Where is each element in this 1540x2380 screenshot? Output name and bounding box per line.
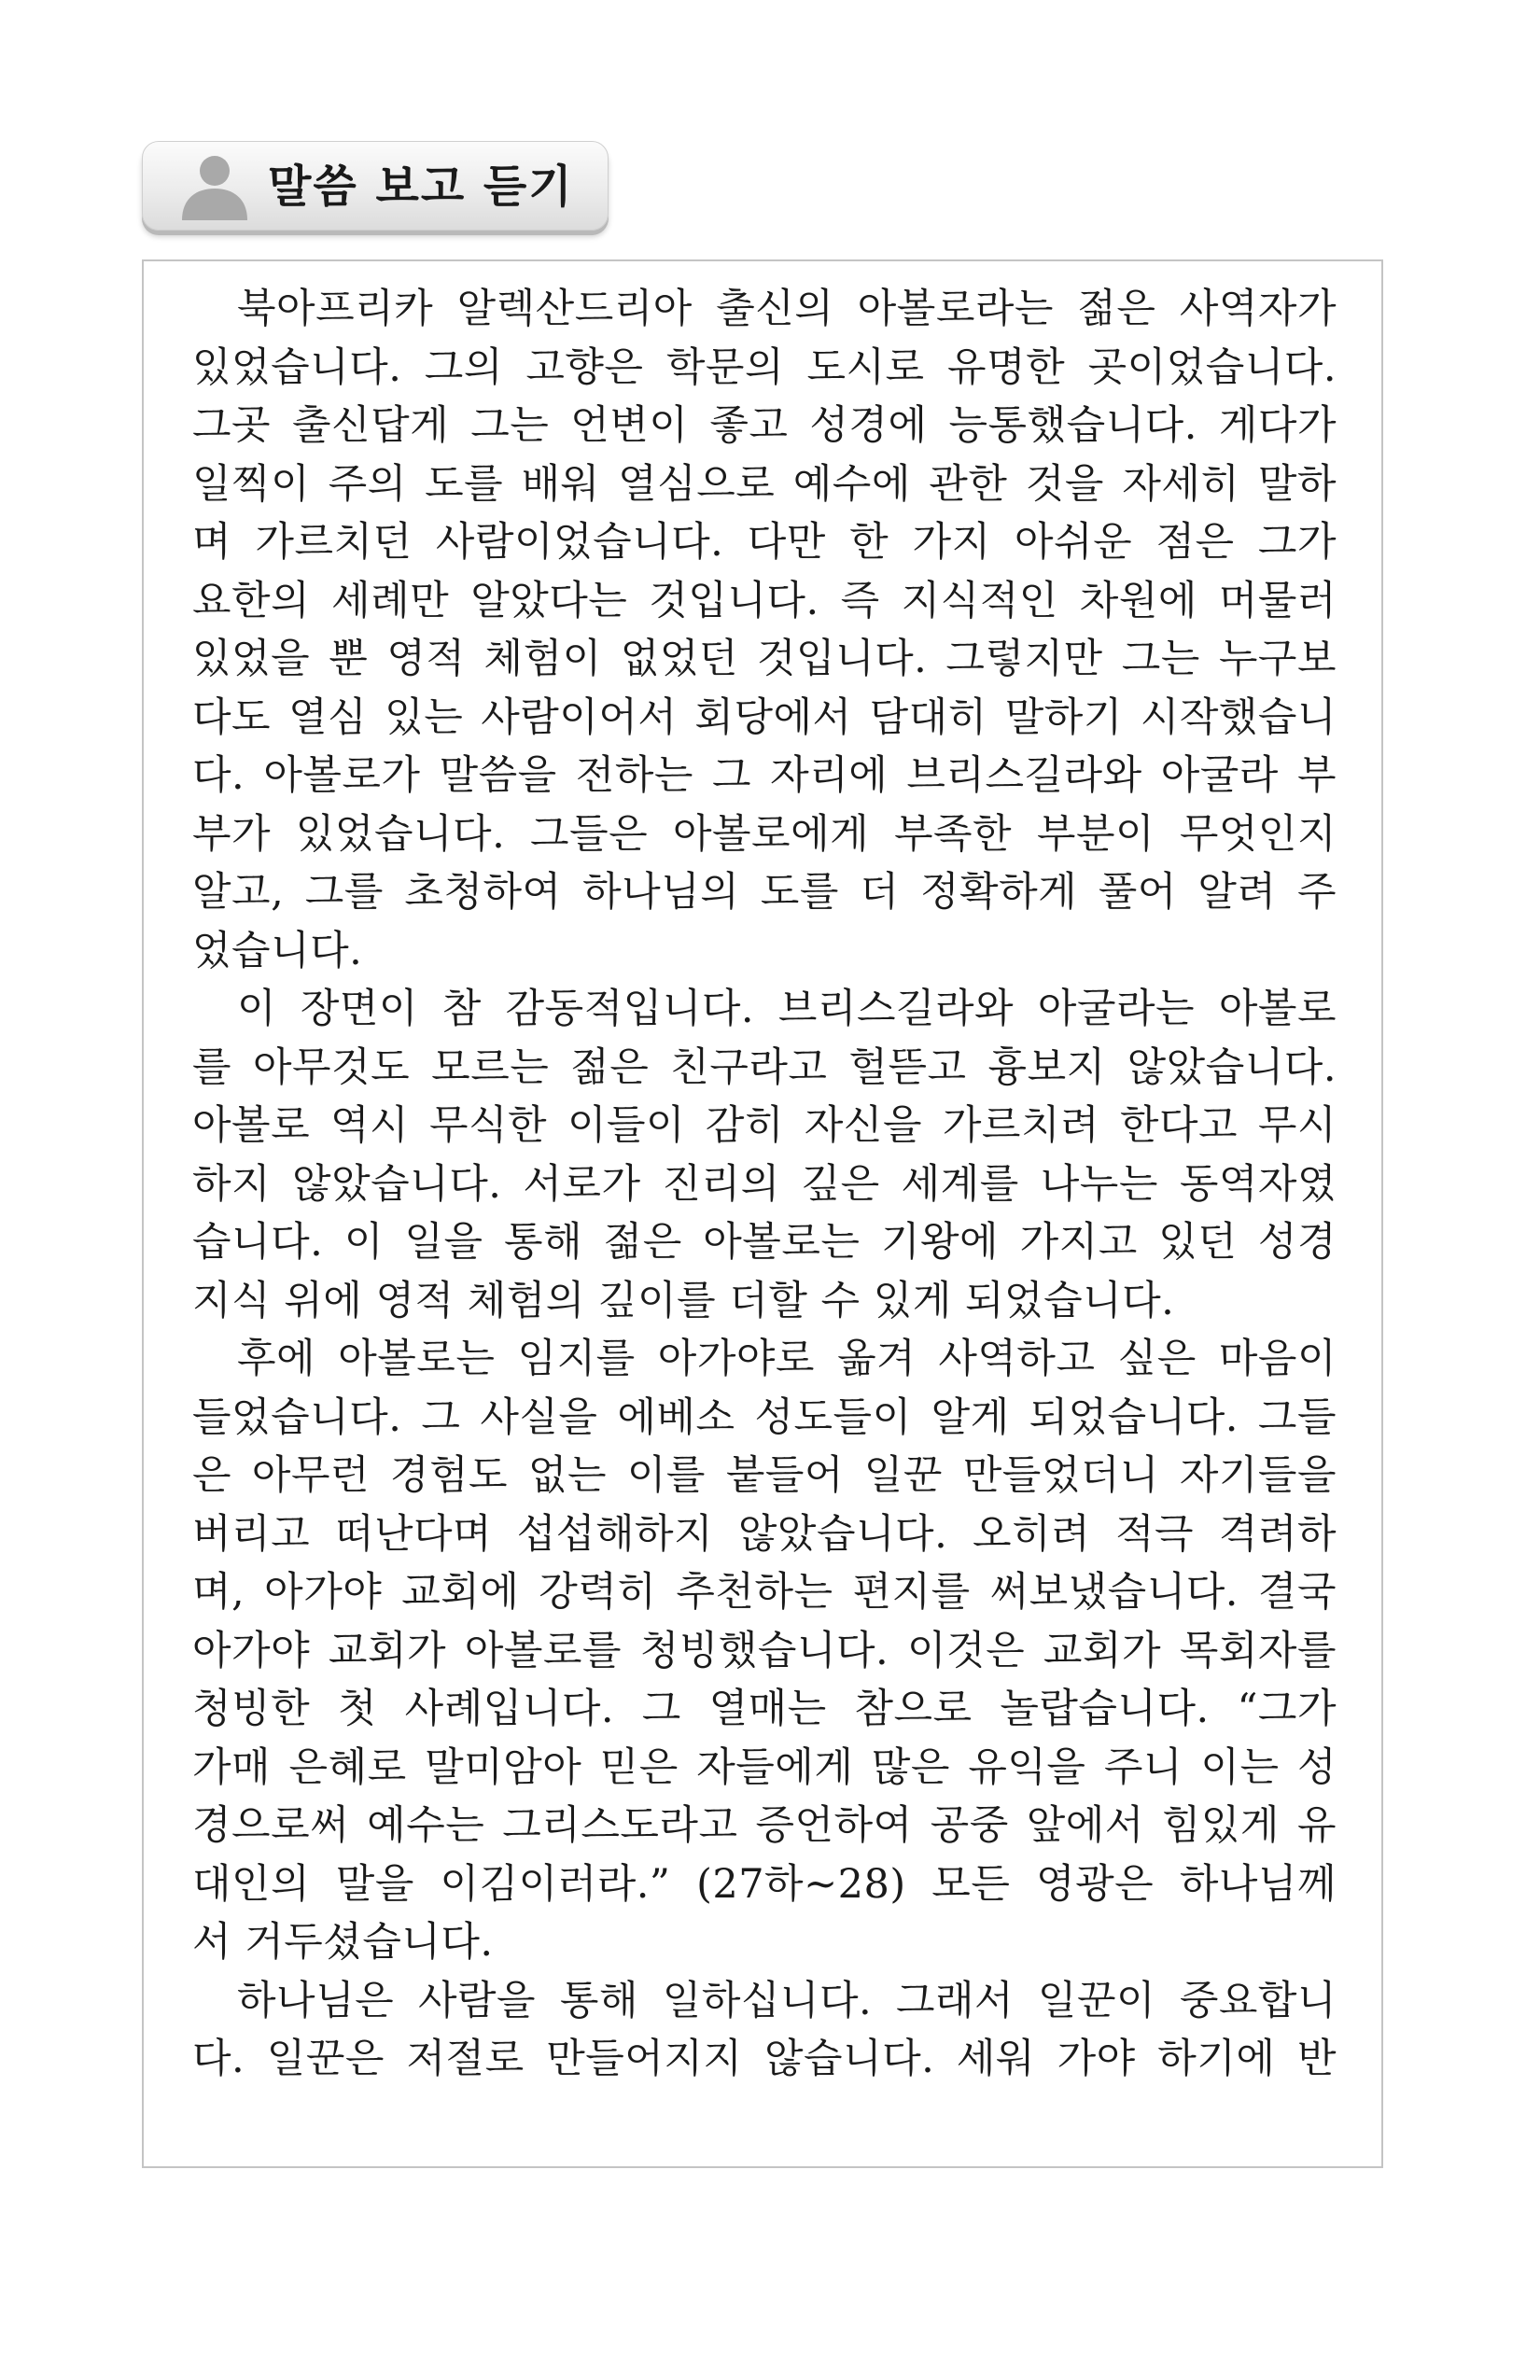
- text-line: 를 아무것도 모르는 젊은 친구라고 헐뜯고 흉보지 않았습니다.: [192, 1043, 1337, 1091]
- body-text: [192, 280, 1337, 2089]
- text-line: 들었습니다. 그 사실을 에베소 성도들이 알게 되었습니다. 그들: [192, 1393, 1337, 1441]
- text-line: 이 장면이 참 감동적입니다. 브리스길라와 아굴라는 아볼로: [237, 986, 1337, 1032]
- text-line: 일찍이 주의 도를 배워 열심으로 예수에 관한 것을 자세히 말하: [192, 460, 1337, 508]
- text-line: 하나님은 사람을 통해 일하십니다. 그래서 일꾼이 중요합니: [237, 1977, 1337, 2024]
- text-line: 다도 열심 있는 사람이어서 회당에서 담대히 말하기 시작했습니: [192, 693, 1337, 741]
- text-line: 요한의 세례만 알았다는 것입니다. 즉 지식적인 차원에 머물러: [192, 577, 1337, 624]
- scripture-text-box: [142, 259, 1383, 2168]
- text-line: 지식 위에 영적 체험의 깊이를 더할 수 있게 되었습니다.: [192, 1277, 1175, 1324]
- text-line: 북아프리카 알렉산드리아 출신의 아볼로라는 젊은 사역자가: [237, 286, 1337, 332]
- text-line: 다. 아볼로가 말씀을 전하는 그 자리에 브리스길라와 아굴라 부: [192, 752, 1337, 799]
- text-line: 있었습니다. 그의 고향은 학문의 도시로 유명한 곳이었습니다.: [192, 343, 1337, 391]
- text-line: 부가 있었습니다. 그들은 아볼로에게 부족한 부분이 무엇인지: [192, 810, 1337, 858]
- text-line: 그곳 출신답게 그는 언변이 좋고 성경에 능통했습니다. 게다가: [192, 402, 1337, 449]
- text-line: 며, 아가야 교회에 강력히 추천하는 편지를 써보냈습니다. 결국: [192, 1569, 1337, 1616]
- text-line: 있었을 뿐 영적 체험이 없었던 것입니다. 그렇지만 그는 누구보: [192, 636, 1337, 682]
- text-line: 은 아무런 경험도 없는 이를 붙들어 일꾼 만들었더니 자기들을: [192, 1452, 1337, 1499]
- text-line: 었습니다.: [192, 927, 363, 974]
- text-line: 경으로써 예수는 그리스도라고 증언하여 공중 앞에서 힘있게 유: [192, 1802, 1337, 1849]
- person-icon: [178, 153, 251, 220]
- text-line: 후에 아볼로는 임지를 아가야로 옮겨 사역하고 싶은 마음이: [237, 1336, 1337, 1382]
- text-line: 습니다. 이 일을 통해 젊은 아볼로는 기왕에 가지고 있던 성경: [192, 1219, 1337, 1266]
- text-line: 다. 일꾼은 저절로 만들어지지 않습니다. 세워 가야 하기에 반: [192, 2036, 1337, 2082]
- text-line: 가매 은혜로 말미암아 믿은 자들에게 많은 유익을 주니 이는 성: [192, 1743, 1337, 1791]
- text-line: 청빙한 첫 사례입니다. 그 열매는 참으로 놀랍습니다. “그가: [192, 1686, 1337, 1732]
- text-line: 아가야 교회가 아볼로를 청빙했습니다. 이것은 교회가 목회자를: [192, 1627, 1337, 1674]
- text-line: 며 가르치던 사람이었습니다. 다만 한 가지 아쉬운 점은 그가: [192, 519, 1337, 566]
- text-line: 대인의 말을 이김이러라.” (27하~28) 모든 영광은 하나님께: [192, 1860, 1337, 1908]
- text-line: 서 거두셨습니다.: [192, 1919, 494, 1966]
- section-header-tab: [142, 141, 609, 231]
- text-line: 버리고 떠난다며 섭섭해하지 않았습니다. 오히려 적극 격려하: [192, 1510, 1337, 1558]
- text-line: 아볼로 역시 무식한 이들이 감히 자신을 가르치려 한다고 무시: [192, 1102, 1337, 1149]
- text-line: 하지 않았습니다. 서로가 진리의 깊은 세계를 나누는 동역자였: [192, 1160, 1337, 1208]
- section-title: 말씀 보고 듣기: [268, 161, 574, 213]
- text-line: 알고, 그를 초청하여 하나님의 도를 더 정확하게 풀어 알려 주: [192, 869, 1337, 916]
